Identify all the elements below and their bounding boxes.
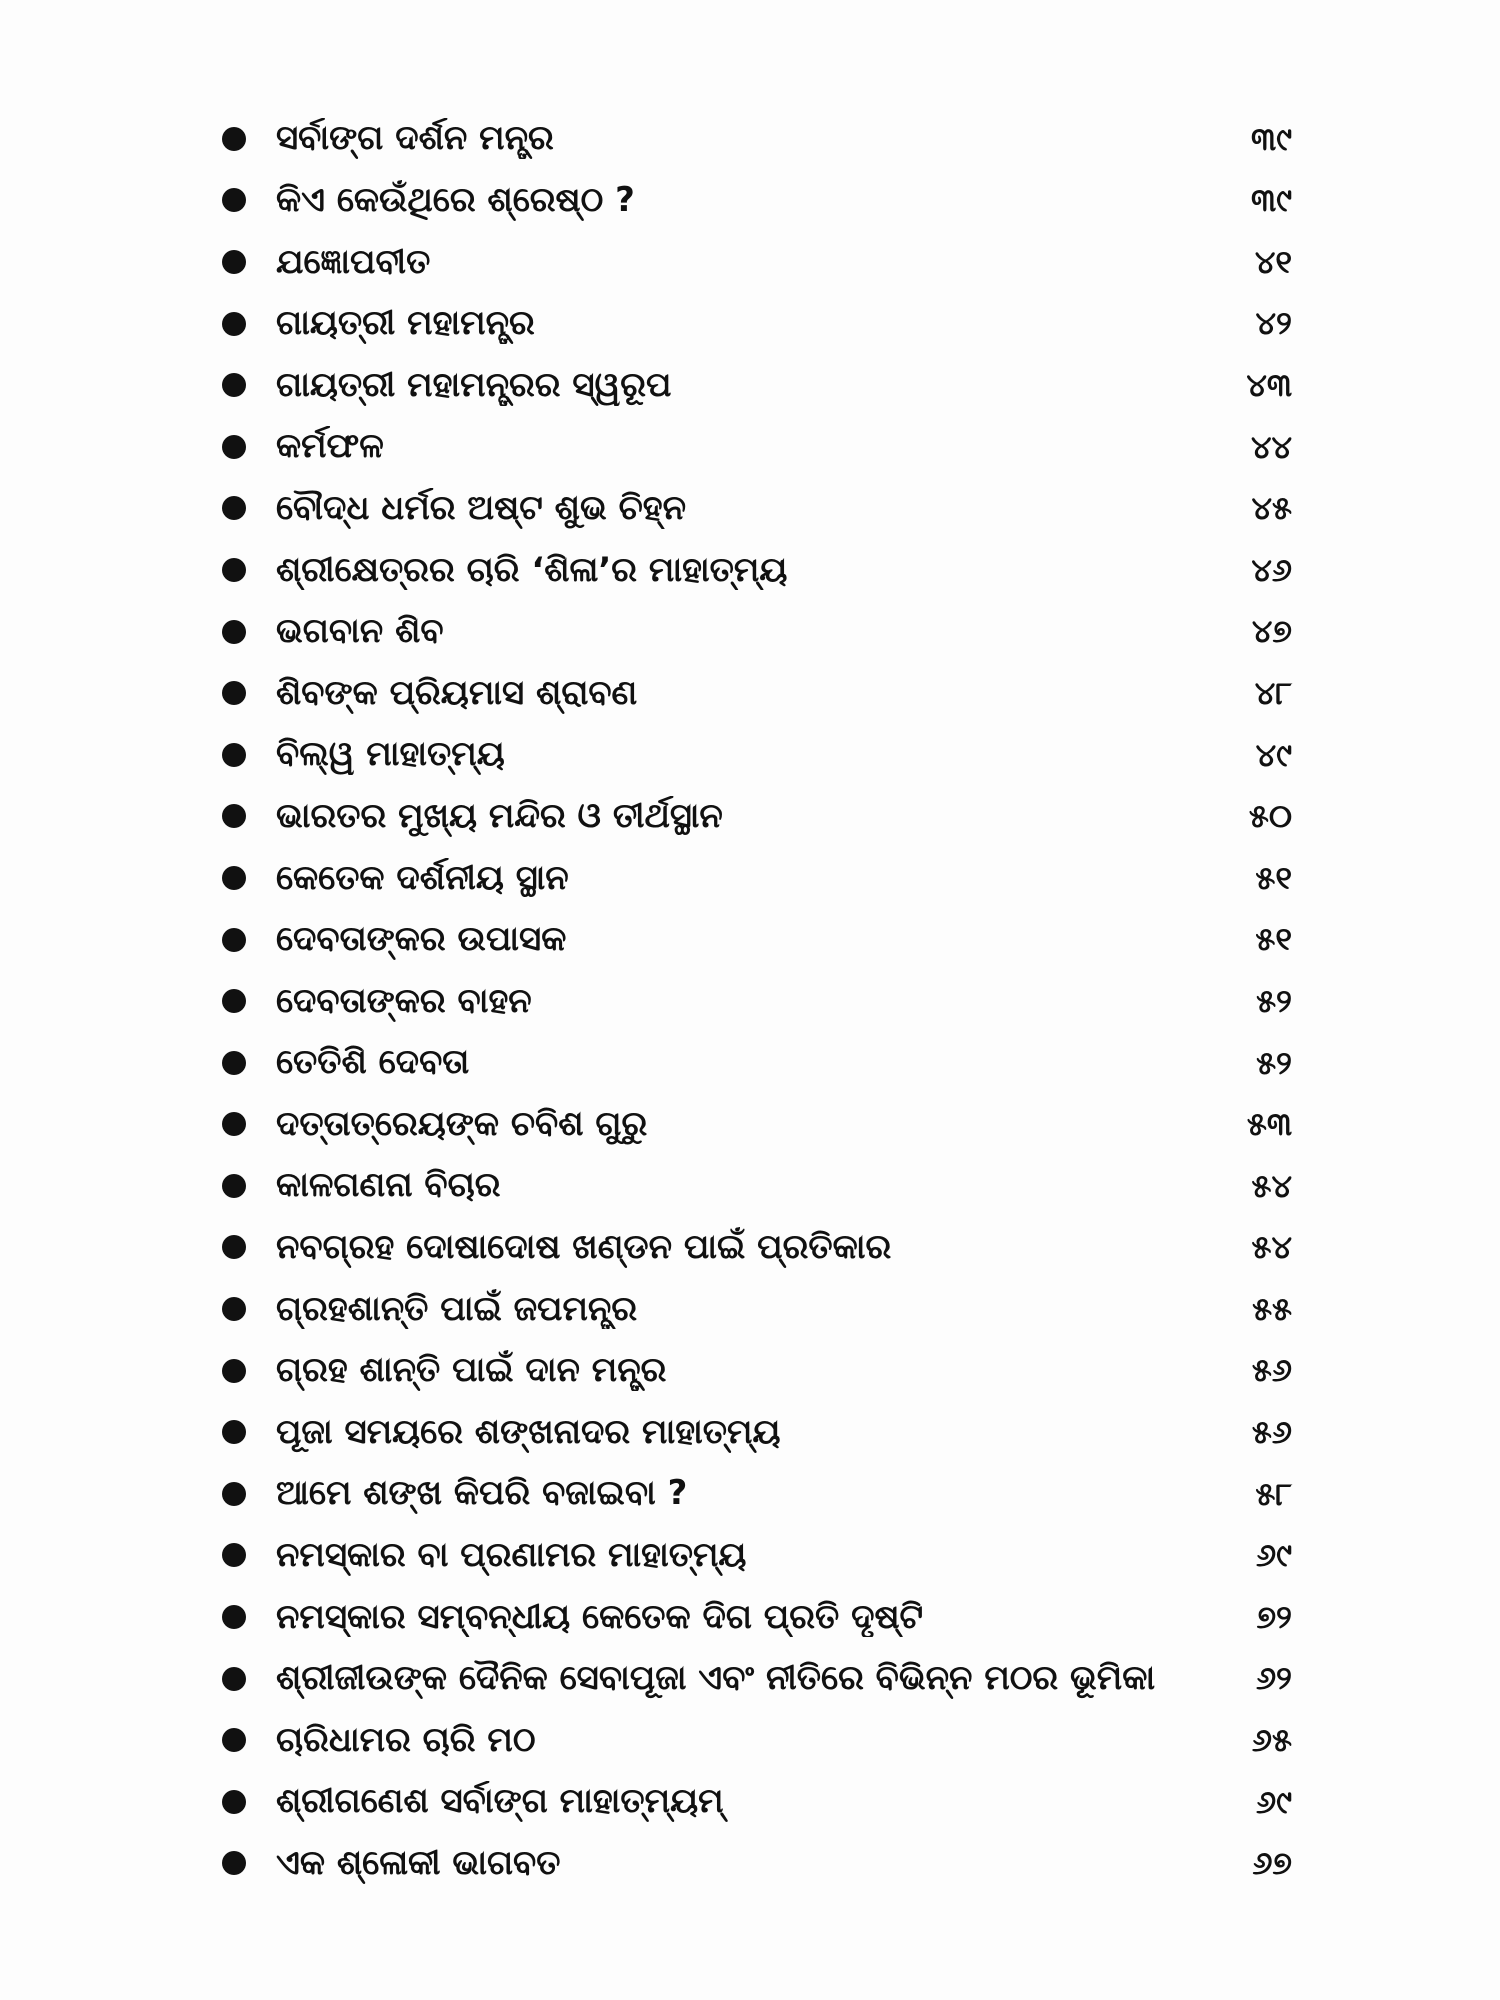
- toc-entry-title: ଶ୍ରୀଗଣେଶ ସର୍ବାଙ୍ଗ ମାହାତ୍ମ୍ୟମ୍: [276, 1781, 724, 1822]
- toc-entry-page-number: ୬୯: [1255, 1536, 1292, 1575]
- toc-entry: [222, 170, 1292, 232]
- toc-entry-page-number: ୫୧: [1255, 920, 1292, 959]
- toc-entry-page-number: ୩୯: [1250, 181, 1292, 220]
- toc-entry-title: ଗାୟତ୍ରୀ ମହାମନ୍ତ୍ରର ସ୍ୱରୂପ: [276, 364, 672, 405]
- toc-entry-page-number: ୪୨: [1255, 304, 1292, 343]
- toc-entry-title: ଶିବଙ୍କ ପ୍ରିୟମାସ ଶ୍ରାବଣ: [276, 672, 638, 713]
- toc-entry: [222, 1463, 1292, 1525]
- bullet-icon: [222, 373, 246, 397]
- toc-entry-page-number: ୪୬: [1251, 550, 1292, 589]
- toc-entry-page-number: ୬୭: [1252, 1844, 1292, 1883]
- toc-entry-page-number: ୬୨: [1255, 1659, 1292, 1698]
- bullet-icon: [222, 1790, 246, 1814]
- toc-entry-title: ଭଗବାନ ଶିବ: [276, 611, 444, 652]
- toc-entry: [222, 1155, 1292, 1217]
- toc-entry-page-number: ୫୨: [1256, 1043, 1292, 1082]
- toc-entry-title: କେତେକ ଦର୍ଶନୀୟ ସ୍ଥାନ: [276, 857, 569, 898]
- toc-entry: [222, 909, 1292, 971]
- bullet-icon: [222, 866, 246, 890]
- toc-entry-page-number: ୬୫: [1251, 1721, 1292, 1760]
- toc-entry-title: ନମସ୍କାର ବା ପ୍ରଣାମର ମାହାତ୍ମ୍ୟ: [276, 1535, 747, 1576]
- bullet-icon: [222, 250, 246, 274]
- toc-entry-page-number: ୪୧: [1254, 242, 1292, 281]
- toc-entry: [222, 1648, 1292, 1710]
- toc-entry: [222, 1525, 1292, 1587]
- toc-entry-title: କର୍ମଫଳ: [276, 426, 384, 467]
- toc-entry-title: ବିଲ୍ୱ ମାହାତ୍ମ୍ୟ: [276, 734, 505, 775]
- toc-entry-title: ଦେବତାଙ୍କର ଉପାସକ: [276, 919, 567, 960]
- bullet-icon: [222, 743, 246, 767]
- bullet-icon: [222, 1605, 246, 1629]
- bullet-icon: [222, 620, 246, 644]
- bullet-icon: [222, 1112, 246, 1136]
- bullet-icon: [222, 928, 246, 952]
- bullet-icon: [222, 435, 246, 459]
- bullet-icon: [222, 1051, 246, 1075]
- table-of-contents: [222, 108, 1292, 1894]
- bullet-icon: [222, 312, 246, 336]
- toc-entry-page-number: ୪୭: [1251, 612, 1292, 651]
- toc-entry: [222, 539, 1292, 601]
- toc-entry-page-number: ୪୩: [1246, 365, 1292, 404]
- bullet-icon: [222, 1543, 246, 1567]
- toc-entry-title: ଏକ ଶ୍ଳୋକୀ ଭାଗବତ: [276, 1843, 561, 1884]
- bullet-icon: [222, 681, 246, 705]
- toc-entry-page-number: ୫୦: [1248, 797, 1292, 836]
- toc-entry-title: ଗ୍ରହଶାନ୍ତି ପାଇଁ ଜପମନ୍ତ୍ର: [276, 1288, 638, 1329]
- toc-entry-page-number: ୫୫: [1252, 1289, 1292, 1328]
- toc-entry: [222, 1340, 1292, 1402]
- toc-entry-title: ଭାରତର ମୁଖ୍ୟ ମନ୍ଦିର ଓ ତୀର୍ଥସ୍ଥାନ: [276, 795, 723, 836]
- toc-entry-title: ଆମେ ଶଙ୍ଖ କିପରି ବଜାଇବା ?: [276, 1473, 688, 1514]
- toc-entry-title: ଗାୟତ୍ରୀ ମହାମନ୍ତ୍ର: [276, 303, 535, 344]
- toc-entry: [222, 1833, 1292, 1895]
- toc-entry-title: ଶ୍ରୀଜୀଉଙ୍କ ଦୈନିକ ସେବାପୂଜା ଏବଂ ନୀତିରେ ବିଭିନ୍ନ ମଠର ଭୂମିକା: [276, 1658, 1156, 1699]
- bullet-icon: [222, 1482, 246, 1506]
- toc-entry: [222, 293, 1292, 355]
- toc-entry: [222, 786, 1292, 848]
- toc-entry: [222, 1094, 1292, 1156]
- bullet-icon: [222, 558, 246, 582]
- bullet-icon: [222, 188, 246, 212]
- toc-entry-page-number: ୫୮: [1255, 1474, 1292, 1513]
- toc-entry-title: ପୂଜା ସମୟରେ ଶଙ୍ଖନାଦର ମାହାତ୍ମ୍ୟ: [276, 1411, 781, 1452]
- toc-entry-page-number: ୫୪: [1251, 1166, 1292, 1205]
- toc-entry-title: ବୌଦ୍ଧ ଧର୍ମର ଅଷ୍ଟ ଶୁଭ ଚିହ୍ନ: [276, 487, 686, 528]
- toc-entry: [222, 1771, 1292, 1833]
- bullet-icon: [222, 1174, 246, 1198]
- toc-entry-page-number: ୫୬: [1251, 1413, 1292, 1452]
- toc-entry: [222, 1709, 1292, 1771]
- toc-entry-title: ଶ୍ରୀକ୍ଷେତ୍ରର ଚାରି ‘ଶିଳା’ର ମାହାତ୍ମ୍ୟ: [276, 549, 788, 590]
- toc-entry-title: ନମସ୍କାର ସମ୍ବନ୍ଧୀୟ କେତେକ ଦିଗ ପ୍ରତି ଦୃଷ୍ଟି: [276, 1596, 924, 1637]
- toc-entry-title: କିଏ କେଉଁଥିରେ ଶ୍ରେଷ୍ଠ ?: [276, 179, 635, 220]
- bullet-icon: [222, 1667, 246, 1691]
- bullet-icon: [222, 1235, 246, 1259]
- toc-entry-title: ତେତିଶି ଦେବତା: [276, 1042, 470, 1083]
- toc-entry-page-number: ୫୩: [1246, 1105, 1292, 1144]
- toc-entry: [222, 108, 1292, 170]
- toc-entry: [222, 662, 1292, 724]
- toc-entry-page-number: ୫୬: [1251, 1351, 1292, 1390]
- toc-entry: [222, 1278, 1292, 1340]
- toc-entry: [222, 1586, 1292, 1648]
- toc-entry-page-number: ୫୧: [1255, 858, 1292, 897]
- toc-entry-title: ଗ୍ରହ ଶାନ୍ତି ପାଇଁ ଦାନ ମନ୍ତ୍ର: [276, 1350, 667, 1391]
- toc-entry: [222, 601, 1292, 663]
- toc-entry-page-number: ୪୮: [1254, 673, 1292, 712]
- toc-entry-page-number: ୪୪: [1250, 427, 1292, 466]
- bullet-icon: [222, 1359, 246, 1383]
- toc-entry: [222, 1032, 1292, 1094]
- bullet-icon: [222, 1728, 246, 1752]
- toc-entry: [222, 724, 1292, 786]
- bullet-icon: [222, 1420, 246, 1444]
- toc-entry-page-number: ୫୨: [1256, 981, 1292, 1020]
- toc-entry-page-number: ୬୯: [1255, 1782, 1292, 1821]
- bullet-icon: [222, 804, 246, 828]
- toc-entry: [222, 970, 1292, 1032]
- toc-entry-page-number: ୩୯: [1250, 119, 1292, 158]
- bullet-icon: [222, 127, 246, 151]
- toc-entry: [222, 1217, 1292, 1279]
- toc-entry: [222, 478, 1292, 540]
- toc-entry: [222, 231, 1292, 293]
- toc-entry: [222, 416, 1292, 478]
- toc-entry-title: ଯଜ୍ଞୋପବୀତ: [276, 241, 431, 282]
- toc-entry-title: ନବଗ୍ରହ ଦୋଷାଦୋଷ ଖଣ୍ଡନ ପାଇଁ ପ୍ରତିକାର: [276, 1227, 892, 1268]
- toc-entry-page-number: ୪୯: [1255, 735, 1292, 774]
- toc-entry-title: ଦତ୍ତାତ୍ରେୟଙ୍କ ଚବିଶ ଗୁରୁ: [276, 1103, 648, 1144]
- toc-entry-page-number: ୭୨: [1256, 1597, 1292, 1636]
- toc-entry: [222, 1401, 1292, 1463]
- bullet-icon: [222, 496, 246, 520]
- toc-entry-title: ସର୍ବାଙ୍ଗ ଦର୍ଶନ ମନ୍ତ୍ର: [276, 118, 554, 159]
- toc-entry: [222, 847, 1292, 909]
- bullet-icon: [222, 1851, 246, 1875]
- bullet-icon: [222, 1297, 246, 1321]
- toc-entry-title: ଚାରିଧାମର ଚାରି ମଠ: [276, 1719, 536, 1760]
- toc-entry: [222, 354, 1292, 416]
- toc-entry-title: କାଳଗଣନା ବିଚାର: [276, 1165, 501, 1206]
- toc-entry-title: ଦେବତାଙ୍କର ବାହନ: [276, 980, 532, 1021]
- bullet-icon: [222, 989, 246, 1013]
- toc-entry-page-number: ୪୫: [1251, 489, 1292, 528]
- toc-entry-page-number: ୫୪: [1251, 1228, 1292, 1267]
